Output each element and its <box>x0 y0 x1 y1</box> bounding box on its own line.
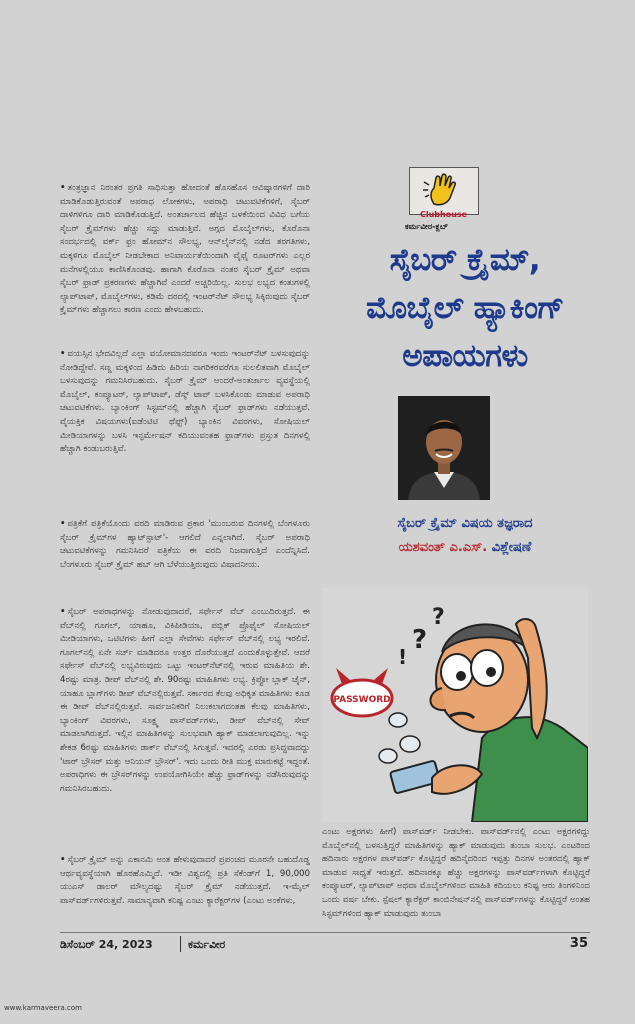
author-name: ಯಶವಂತ್ ಎ.ಎಸ್. <box>398 540 488 555</box>
article-paragraph-1: • ತಂತ್ರಜ್ಞಾನ ನಿರಂತರ ಪ್ರಗತಿ ಸಾಧಿಸುತ್ತಾ ಹೋದಂತೆ ಹೊಸಹೊಸ ಆವಿಷ್ಕಾರಗಳಿಗೆ ದಾರಿ ಮಾಡಿಕೊಡುತ್ತಿರುವಂತೆ ಅಪರಾಧ ಲೋಕಗಳು, ಅಪರಾಧಿ ಚಟುವಟಿಕೆಗಳಿಗೆ, ಸೈಬರ್ ದಾಳಿಗಳಿಗೂ ದಾರಿ ಮಾಡಿಕೊಡುತ್ತಿದೆ. ಅಂತರ್ಜಾಲದ ಹೆಚ್ಚಿನ ಬಳಕೆಯಿಂದ ವಿವಿಧ ಬಗೆಯ ಸೈಬರ್ ಕ್ರೈಮ್‌ಗಳು ಹೆಚ್ಚು ಸದ್ದು ಮಾಡುತ್ತಿವೆ. ಅಗ್ಗದ ಮೊಬೈಲ್‌ಗಳು, ಕೊರೊನಾ ಸಂದರ್ಭದಲ್ಲಿ ವರ್ಕ್ ಫ್ರಂ ಹೋಮ್‌ನ ಸೌಲಭ್ಯ, ಆನ್‌ಲೈನ್‌ನಲ್ಲಿ ನಡೆದ ತರಗತಿಗಳು, ಮಕ್ಕಳಿಗೂ ಮೊಬೈಲ್ ನೀಡಬೇಕಾದ ಅನಿವಾರ್ಯತೆಯಿಂದಾಗಿ ವೈಫೈ ರೂಟರ್‌ಗಳು ಎಲ್ಲರ ಮನೆಗಳಲ್ಲಿಯೂ ಕಾಣಿಸಿಕೊಂಡವು. ಹಾಗಾಗಿ ಕೊರೊನಾ ನಂತರ ಸೈಬರ್ ಕ್ರೈಮ್ ಅಥವಾ ಸೈಬರ್ ಫ್ರಾಡ್ ಪ್ರಕರಣಗಳು ಹೆಚ್ಚಾಗಿವೆ ಎಂದರೆ ಅಚ್ಚರಿಯಿಲ್ಲ. ಸುಲಭ ಲಭ್ಯದ ಕಂತುಗಳಲ್ಲಿ ಲ್ಯಾಪ್‌ಟಾಪ್, ಮೊಬೈಲ್‌ಗಳು, ಕಡಿಮೆ ದರದಲ್ಲಿ ಇಂಟರ್‌ನೆಟ್ ಸೌಲಭ್ಯ ಸಿಕ್ಕಿರುವುದು ಸೈಬರ್ ಕ್ರೈಮ್‌ಗಳು ಹೆಚ್ಚಾಗಲು ಕಾರಣ ಎಂದು ಹೇಳಬಹುದು. <box>60 183 310 316</box>
page-number: 35 <box>569 936 588 951</box>
website-watermark: www.karmaveera.com <box>4 1004 82 1012</box>
footer-separator <box>180 936 181 952</box>
left-column <box>60 182 310 946</box>
clubhouse-logo-text: Clubhouse <box>420 210 468 219</box>
password-sign-text: PASSWORD <box>333 695 391 705</box>
svg-text:?: ? <box>412 625 428 655</box>
byline <box>330 540 600 555</box>
article-paragraph-4: • ಸೈಬರ್ ಅಪರಾಧಗಳನ್ನು ನೋಡುವುದಾದರೆ, ಸರ್ಫೇಸ್ ವೆಬ್ ಎಂಬುದಿರುತ್ತದೆ. ಈ ವೆಬ್‌ನಲ್ಲಿ ಗೂಗಲ್, ಯಾಹೂ, ವಿಕಿಪೀಡಿಯಾ, ಪಬ್ಲಿಕ್ ಪ್ರೊಫೈಲ್ ಸೋಷಿಯಲ್ ಮೀಡಿಯಾಗಳು, ಒಟಿಟಿಗಳು ಹೀಗೆ ಎಲ್ಲಾ ಸೇವೆಗಳು ಸರ್ಫೇಸ್ ವೆಬ್‌ನಲ್ಲಿ ಲಭ್ಯ ಇರಲಿವೆ. ಗೂಗಲ್‌ನಲ್ಲಿ ಏನೇ ಸರ್ಚ್ ಮಾಡಿದರೂ ಉತ್ತರ ದೊರೆಯುತ್ತದೆ ಎಂದುಕೊಳ್ಳುತ್ತೇವೆ. ಆದರೆ ಸರ್ಫೇಸ್ ವೆಬ್‌ನಲ್ಲಿ ಲಭ್ಯವಿರುವುದು ಒಟ್ಟು ಇಂಟರ್‌ನೆಟ್‌ನಲ್ಲಿ ಇರುವ ಮಾಹಿತಿಯ ಶೇ. 4ರಷ್ಟು ಮಾತ್ರ. ಡೀಪ್ ವೆಬ್‌ನಲ್ಲಿ ಶೇ. 90ರಷ್ಟು ಮಾಹಿತಿಗಳು ಲಭ್ಯ. ಕ್ರಿಪ್ಟೋ ಬ್ಲಾಕ್ ಚೈನ್, ಯಾಹೂ ಬ್ಲಾಗ್‌ಗಳು ಡೀಪ್ ವೆಬ್‌ನಲ್ಲಿರುತ್ತವೆ. ಸರ್ಕಾರದ ಕೆಲವು ಅಧಿಕೃತ ಮಾಹಿತಿಗಳು ಕೂಡ ಈ ಡೀಪ್ ವೆಬ್‌ನಲ್ಲಿರುತ್ತವೆ. ಸಾರ್ವಜನಿಕರಿಗೆ ನಿಲುಕಲಾಗದಂತಹ ಕೆಲವು ಮಾಹಿತಿಗಳು, ಬ್ಯಾಂಕಿಂಗ್ ವಿವರಗಳು, ಸೂಕ್ಷ್ಮ ಪಾಸ್‌ವರ್ಡ್‌ಗಳು, ಡೀಪ್ ವೆಬ್‌ನಲ್ಲಿ ಸೇವ್ ಮಾಡಲಾಗಿರುತ್ತದೆ. ಇಲ್ಲಿನ ಮಾಹಿತಿಗಳನ್ನು ಸುಲಭವಾಗಿ ಹ್ಯಾಕ್ ಮಾಡಲಾಗುವುದಿಲ್ಲ. ಇನ್ನು ಶೇಕಡ 6ರಷ್ಟು ಮಾಹಿತಿಗಳು ಡಾರ್ಕ್ ವೆಬ್‌ನಲ್ಲಿ ಸಿಗುತ್ತವೆ. ಇದರಲ್ಲಿ ಎರಡು ಪ್ರಸಿದ್ಧವಾದದ್ದು 'ಟಾರ್ ಬ್ರೌಸರ್ ಮತ್ತು ಆನಿಯನ್ ಬ್ರೌಸರ್'. ಇದು ಒಂದು ರೀತಿ ಮುಕ್ತ ಮಾರುಕಟ್ಟೆ ಇದ್ದಂತೆ. ಅಪರಾಧಿಗಳು ಈ ಬ್ರೌಸರ್‌ಗಳನ್ನು ಉಪಯೋಗಿಸಿಯೇ ಹೆಚ್ಚು ಫ್ರಾಡ್‌ಗಳನ್ನು ನಡೆಸಿರುವುದನ್ನು ಗಮನಿಸಿರಬಹುದು. <box>60 607 310 794</box>
right-column <box>322 826 590 936</box>
clubhouse-logo <box>409 167 479 215</box>
article-paragraph-right: ಎಂಟು ಅಕ್ಷರಗಳು ಹೀಗೆ) ಪಾಸ್‌ವರ್ಡ್ ನೀಡಬೇಕು. ಪಾಸ್‌ವರ್ಡ್‌ನಲ್ಲಿ ಎಂಟು ಅಕ್ಷರಗಳಿದ್ದು ಮೊಬೈಲ್‌ನಲ್ಲಿ ಬಳಸುತ್ತಿದ್ದರೆ ಮಾಹಿತಿಗಳನ್ನು ಹ್ಯಾಕ್ ಮಾಡುವುದು ತುಂಬಾ ಸುಲಭ. ಎಂಟರಿಂದ ಹದಿನಾರು ಅಕ್ಷರಗಳ ಪಾಸ್‌ವರ್ಡ್ ಕೊಟ್ಟಿದ್ದರೆ ಹದಿನೈದರಿಂದ ಇಪ್ಪತ್ತು ದಿನಗಳ ಅಂತರದಲ್ಲಿ ಹ್ಯಾಕ್ ಮಾಡುವ ಸಾಧ್ಯತೆ ಇರುತ್ತದೆ. ಹದಿನಾರಕ್ಕೂ ಹೆಚ್ಚು ಅಕ್ಷರಗಳನ್ನು ಪಾಸ್‌ವರ್ಡ್‌ಗಳಾಗಿ ಕೊಟ್ಟಿದ್ದರೆ ಕಂಪ್ಯೂಟರ್, ಲ್ಯಾಪ್‌ಟಾಪ್ ಅಥವಾ ಮೊಬೈಲ್‌ಗಳಿಂದ ಮಾಹಿತಿ ಕದಿಯಲು ಕನಿಷ್ಟ ಆರು ತಿಂಗಳಿನಿಂದ ಒಂದು ವರ್ಷ ಬೇಕು. ಸ್ಪೆಷಲ್ ಕ್ಯಾರೆಕ್ಟರ್ ಕಾಂಬಿನೇಷನ್‌ನಲ್ಲಿ ಪಾಸ್‌ವರ್ಡ್‌ಗಳನ್ನು ಕೊಟ್ಟಿದ್ದರೆ ಅಂತಹ ಸಿಸ್ಟಮ್‌ಗಳಿಂದ ಹ್ಯಾಕ್ ಮಾಡುವುದು ತುಂಬಾ <box>322 827 590 919</box>
article-paragraph-2: • ವಯಸ್ಸಿನ ಭೇದವಿಲ್ಲದೆ ಎಲ್ಲಾ ವಯೋಮಾನದವರೂ ಇಂದು ಇಂಟರ್‌ನೆಟ್ ಬಳಸುವುದನ್ನು ನೋಡಿದ್ದೇವೆ. ಸಣ್ಣ ಮಕ್ಕಳಿಂದ ಹಿಡಿದು ಹಿರಿಯ ನಾಗರಿಕರವರೆಗೂ ಸುಲಲಿತವಾಗಿ ಮೊಬೈಲ್ ಬಳಸುವುದನ್ನು ಗಮನಿಸಿರಬಹುದು. ಸೈಬರ್ ಕ್ರೈಮ್ ಆಂದರೆ-ಅಂತರ್ಜಾಲ ವ್ಯವಸ್ಥೆಯಲ್ಲಿ ಮೊಬೈಲ್, ಕಂಪ್ಯೂಟರ್, ಲ್ಯಾಪ್‌ಟಾಪ್, ಡೆಸ್ಕ್ ಟಾಪ್ ಬಳಸಿಕೊಂಡು ಮಾಡುವ ಅಪರಾಧಿ ಚಟುವಟಿಕೆಗಳು. ಬ್ಯಾಂಕಿಂಗ್ ಸಿಸ್ಟಮ್‌ನಲ್ಲಿ ಹೆಚ್ಚಾಗಿ ಸೈಬರ್ ಫ್ರಾಡ್‌ಗಳು ನಡೆಯುತ್ತವೆ. ವೈಯಕ್ತಿಕ ವಿಷಯಗಳು(ಐಡೆಂಟಿಟಿ ಥೆಫ್ಟ್) ಬ್ಯಾಂಕಿನ ವಿವರಗಳು, ಸೋಷಿಯಲ್ ಮೀಡಿಯಾಗಳನ್ನು ಬಳಸಿ ಇನ್ಫರ್ಮೇಷನ್ ಕದಿಯುವಂತಹ ಫ್ರಾಡ್‌ಗಳು ಪ್ರಸ್ತುತ ದಿನಗಳಲ್ಲಿ ಹೆಚ್ಚಾಗಿ ಕಂಡುಬರುತ್ತಿವೆ. <box>60 349 310 455</box>
headline-line-3: ಅಪಾಯಗಳು <box>402 338 528 374</box>
issue-date: ಡಿಸೆಂಬರ್ 24, 2023 <box>60 938 153 951</box>
svg-text:!: ! <box>398 645 408 669</box>
byline-suffix: ವಿಶ್ಲೇಷಣೆ <box>491 540 532 555</box>
article-category: ಕರ್ಮವೀರ-ಕ್ಲಬ್ <box>405 222 448 231</box>
cartoon-illustration <box>322 588 588 822</box>
article-paragraph-3: • ಪತ್ರಿಕೆಗೆ ಪತ್ರಿಕೆಯೊಂದು ವರದಿ ಮಾಡಿರುವ ಪ್ರಕಾರ 'ಮುಂಬರುವ ದಿನಗಳಲ್ಲಿ ಬೆಂಗಳೂರು ಸೈಬರ್ ಕ್ರೈಮ್‌ಗಳ ಹ್ಯಾಟ್‌ಸ್ಪಾಟ್'- ಆಗಲಿದೆ ಎನ್ನಲಾಗಿದೆ. ಸೈಬರ್ ಅಪರಾಧಿ ಚಟುವಟಿಕೆಗಳನ್ನು ಗಮನಿಸಿದರೆ ಪತ್ರಿಕೆಯ ಈ ವರದಿ ನಿಜವಾಗುತ್ತಿದೆ ಎಂದೆನ್ನಿಸಿದೆ. ಬೆಂಗಳೂರು ಸೈಬರ್ ಕ್ರೈಮ್ ಹಬ್ ಆಗಿ ಬೆಳೆಯುತ್ತಿರುವುದು ವಿಷಾದನೀಯ. <box>60 519 310 570</box>
byline-role: ಸೈಬರ್ ಕ್ರೈಮ್ ವಿಷಯ ತಜ್ಞರಾದ <box>397 516 533 531</box>
magazine-name: ಕರ್ಮವೀರ <box>188 938 226 951</box>
article-paragraph-5: • ಸೈಬರ್ ಕ್ರೈಮ್ ಅನ್ನು ಎಕಾನಮಿ ಅಂತ ಹೇಳುವುದಾದರೆ ಪ್ರಪಂಚದ ಮೂರನೇ ಬಹುದೊಡ್ಡ ಆರ್ಥವ್ಯವಸ್ಥೆಯಾಗಿ ಹೊರಹೊಮ್ಮಿದೆ. ಇಡೀ ವಿಶ್ವದಲ್ಲಿ ಪ್ರತಿ ಸೆಕೆಂಡ್‌ಗೆ 1, 90,000 ಯುಎಸ್ ಡಾಲರ್ ಮೌಲ್ಯದಷ್ಟು ಸೈಬರ್ ಕ್ರೈಮ್ ನಡೆಯುತ್ತದೆ. ಇ-ಮೈಲ್ ಪಾಸ್‌ವರ್ಡ್‌ಗಳಿರುತ್ತವೆ. ಸಾಮಾನ್ಯವಾಗಿ ಕನಿಷ್ಟ ಎಂಟು ಕ್ಯಾರೆಕ್ಟರ್‌ಗಳ (ಎಂಟು ಅಂಕೆಗಳು, <box>60 855 310 906</box>
article-headline <box>330 236 600 380</box>
waving-hand-icon <box>410 168 478 214</box>
headline-line-1: ಸೈಬರ್ ಕ್ರೈಮ್, <box>389 242 541 278</box>
hacker-cartoon <box>322 588 588 822</box>
svg-text:?: ? <box>432 605 445 630</box>
page-footer <box>60 936 590 956</box>
author-portrait <box>398 396 490 500</box>
footer-divider <box>60 932 590 933</box>
headline-line-2: ಮೊಬೈಲ್ ಹ್ಯಾಕಿಂಗ್ <box>366 290 564 326</box>
author-photo <box>398 396 490 500</box>
